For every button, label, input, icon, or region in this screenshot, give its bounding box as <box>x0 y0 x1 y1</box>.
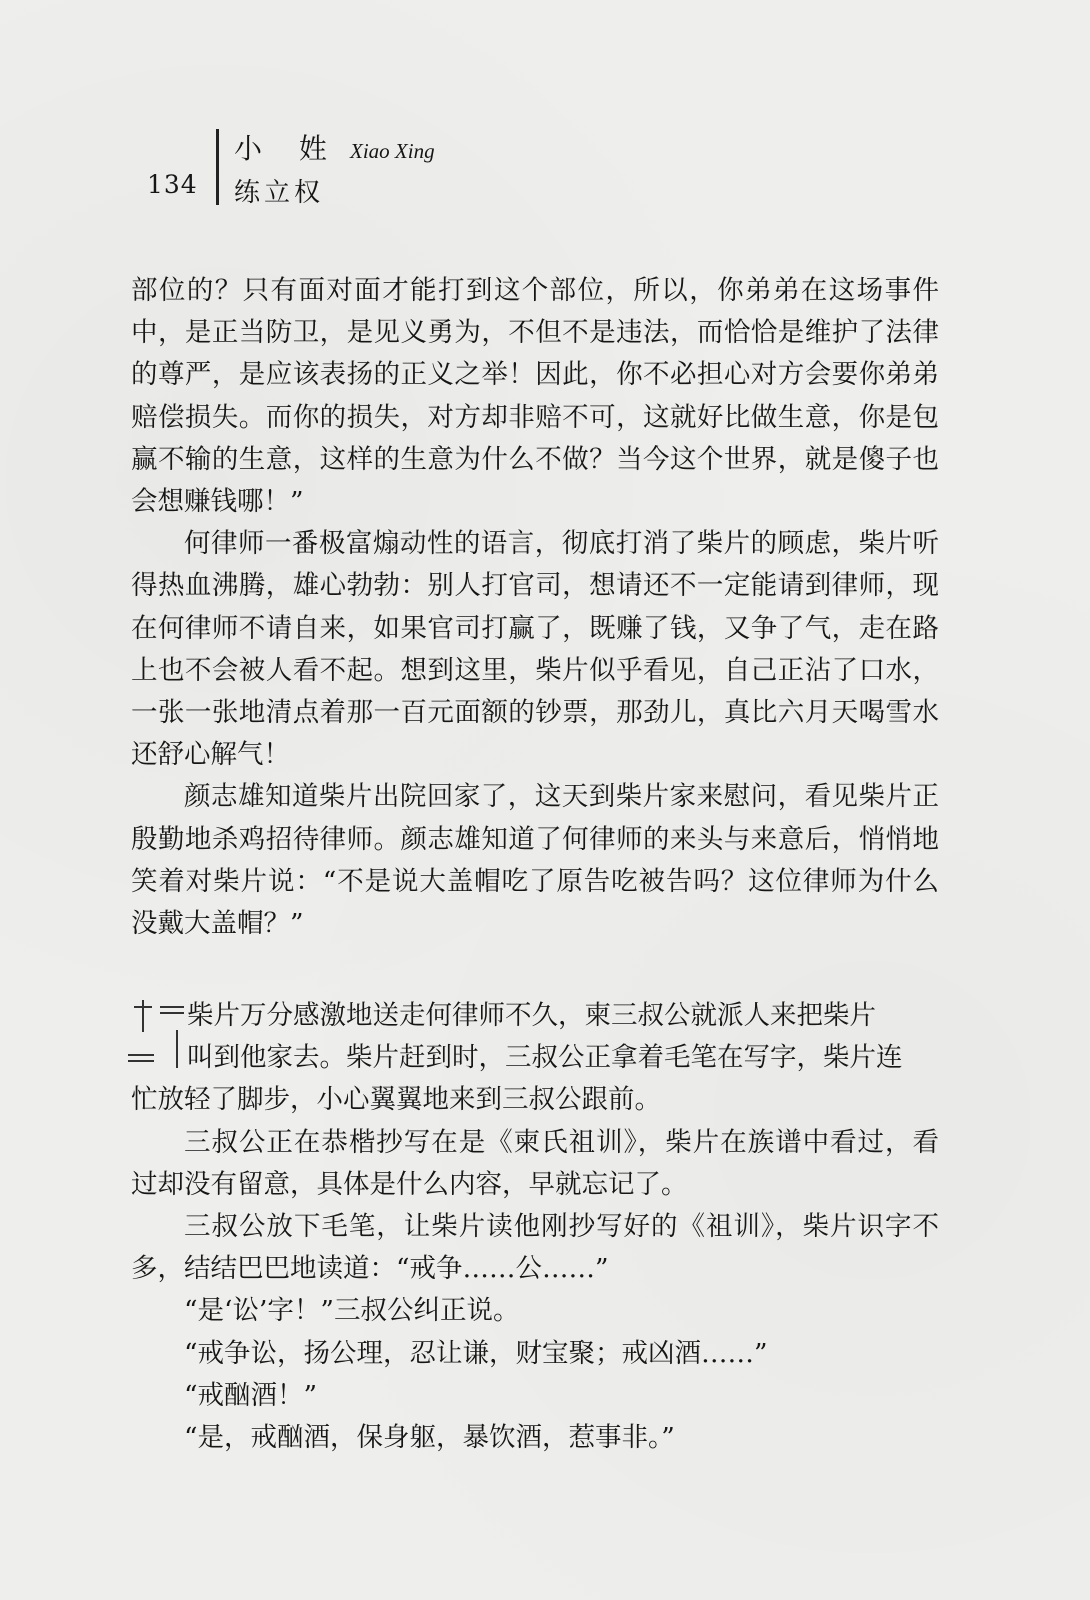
paragraph: 何律师一番极富煽动性的语言，彻底打消了柴片的顾虑，柴片听得热血沸腾，雄心勃勃：别人打官司，想请还不一定能请到律师，现在何律师不请自来，如果官司打赢了，既赚了钱，又争了气，走在路上也不会被人看不起。想到这里，柴片似乎看见，自己正沾了口水，一张一张地清点着那一百元面额的钞票，那劲儿，真比六月天喝雪水还舒心解气！ <box>131 528 939 771</box>
paragraph-line: 忙放轻了脚步，小心翼翼地来到三叔公跟前。 <box>131 1084 661 1116</box>
page-header <box>140 125 540 208</box>
author-name: 练立权 <box>234 178 325 208</box>
title-chinese: 小 姓 <box>234 132 341 165</box>
body-text-block-2 <box>131 995 939 1459</box>
paragraph: 颜志雄知道柴片出院回家了，这天到柴片家来慰问，看见柴片正殷勤地杀鸡招待律师。颜志雄知道了何律师的来头与来意后，悄悄地笑着对柴片说：“不是说大盖帽吃了原告吃被告吗？这位律师为什么没戴大盖帽？” <box>131 781 939 940</box>
running-title <box>234 127 435 167</box>
title-pinyin: Xiao Xing <box>350 139 435 163</box>
paragraph: 部位的？只有面对面才能打到这个部位，所以，你弟弟在这场事件中，是正当防卫，是见义勇为，不但不是违法，而恰恰是维护了法律的尊严，是应该表扬的正义之举！因此，你不必担心对方会要你弟弟赔偿损失。而你的损失，对方却非赔不可，这就好比做生意，你是包赢不输的生意，这样的生意为什么不做？当今这个世界，就是傻子也会想赚钱哪！” <box>131 275 939 518</box>
section-opening-line: 柴片万分感激地送走何律师不久，柬三叔公就派人来把柴片 <box>187 1000 876 1031</box>
paragraph: 三叔公正在恭楷抄写在是《柬氏祖训》，柴片在族谱中看过，看过却没有留意，具体是什么内容，早就忘记了。 <box>131 1126 939 1200</box>
paragraph: 三叔公放下毛笔，让柴片读他刚抄写好的《祖训》，柴片识字不多，结结巴巴地读道：“戒争……公……” <box>131 1211 939 1285</box>
header-divider <box>216 129 219 205</box>
section-opening-line: 叫到他家去。柴片赶到时，三叔公正拿着毛笔在写字，柴片连 <box>187 1042 903 1074</box>
paragraph: “是，戒酗酒，保身躯，暴饮酒，惹事非。” <box>184 1422 675 1454</box>
body-text-block-1 <box>131 270 939 945</box>
paragraph: “是‘讼’字！”三叔公纠正说。 <box>184 1295 520 1327</box>
paragraph: “戒争讼，扬公理，忍让谦，财宝聚；戒凶酒……” <box>184 1337 768 1369</box>
page-number: 134 <box>147 170 198 199</box>
paragraph: “戒酗酒！” <box>184 1379 318 1411</box>
